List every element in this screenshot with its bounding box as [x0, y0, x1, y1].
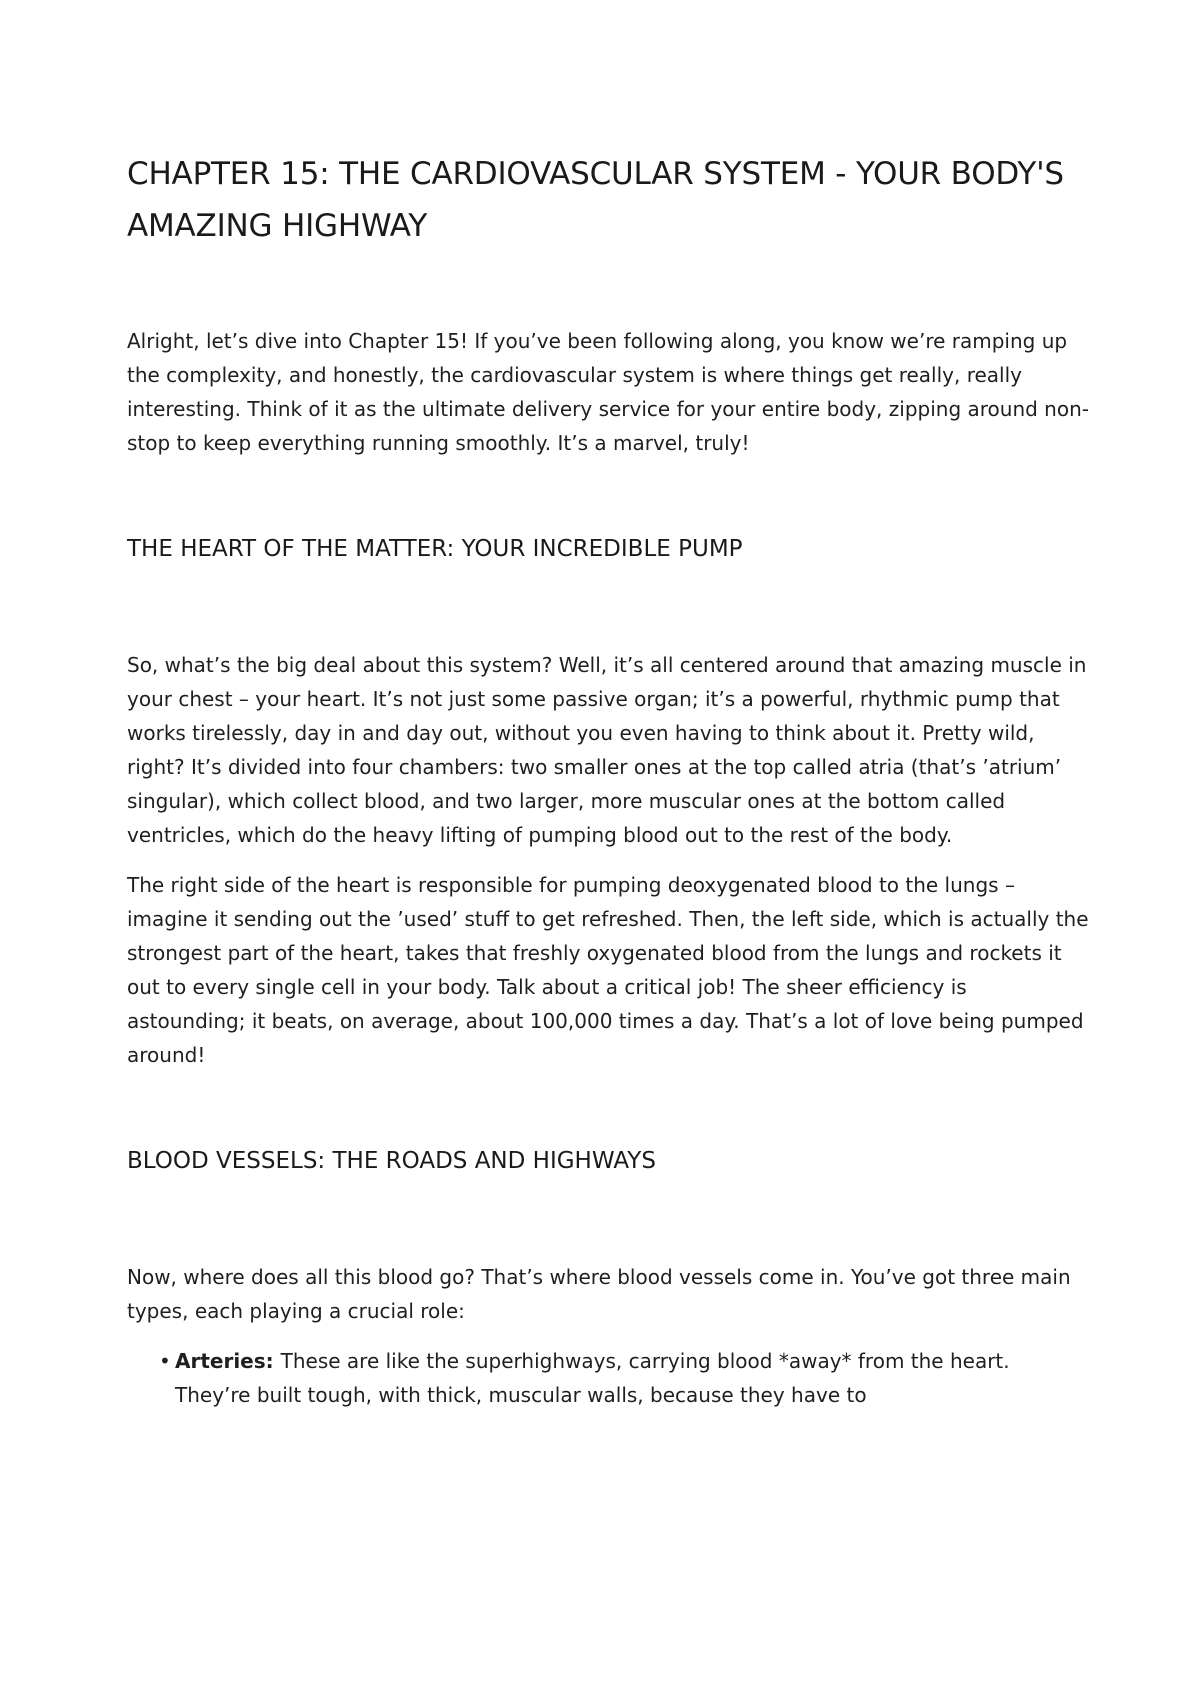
heart-section-heading: THE HEART OF THE MATTER: YOUR INCREDIBLE PUMP — [127, 536, 743, 562]
vessels-intro-paragraph: Now, where does all this blood go? That’s where blood vessels come in. You’ve got three main types, each playing a crucial role: — [127, 1265, 1071, 1323]
vessels-section-heading: BLOOD VESSELS: THE ROADS AND HIGHWAYS — [127, 1148, 656, 1174]
list-item-text: These are like the superhighways, carrying blood *away* from the heart. They’re built tough, with thick, muscular walls, because they have to — [175, 1349, 1010, 1407]
list-item — [159, 1344, 1089, 1412]
heart-paragraph-1: So, what’s the big deal about this system? Well, it’s all centered around that amazing muscle in your chest – your heart. It’s not just some passive organ; it’s a powerful, rhythmic pump that works tirelessly, day in and day out, without you even having to think about it. Pretty wild, right? It’s divided into four chambers: two smaller ones at the top called atria (that’s ’atrium’ singular), which collect blood, and two larger, more muscular ones at the bottom called ventricles, which do the heavy lifting of pumping blood out to the rest of the body. — [127, 653, 1087, 847]
chapter-intro-paragraph: Alright, let’s dive into Chapter 15! If you’ve been following along, you know we’re ramping up the complexity, and honestly, the cardiovascular system is where things get really, really interesting. Think of it as the ultimate delivery service for your entire body, zipping around non-stop to keep everything running smoothly. It’s a marvel, truly! — [127, 329, 1089, 455]
heart-paragraph-2: The right side of the heart is responsible for pumping deoxygenated blood to the lungs – imagine it sending out the ’used’ stuff to get refreshed. Then, the left side, which is actually the strongest part of the heart, takes that freshly oxygenated blood from the lungs and rockets it out to every single cell in your body. Talk about a critical job! The sheer efficiency is astounding; it beats, on average, about 100,000 times a day. That’s a lot of love being pumped around! — [127, 873, 1089, 1067]
vessel-types-list — [127, 1344, 1089, 1412]
document-page — [127, 148, 1089, 1412]
list-item-term: Arteries: — [175, 1349, 281, 1373]
chapter-title: CHAPTER 15: THE CARDIOVASCULAR SYSTEM - YOUR BODY'S AMAZING HIGHWAY — [127, 156, 1064, 244]
bullet-marker: • — [159, 1349, 171, 1373]
